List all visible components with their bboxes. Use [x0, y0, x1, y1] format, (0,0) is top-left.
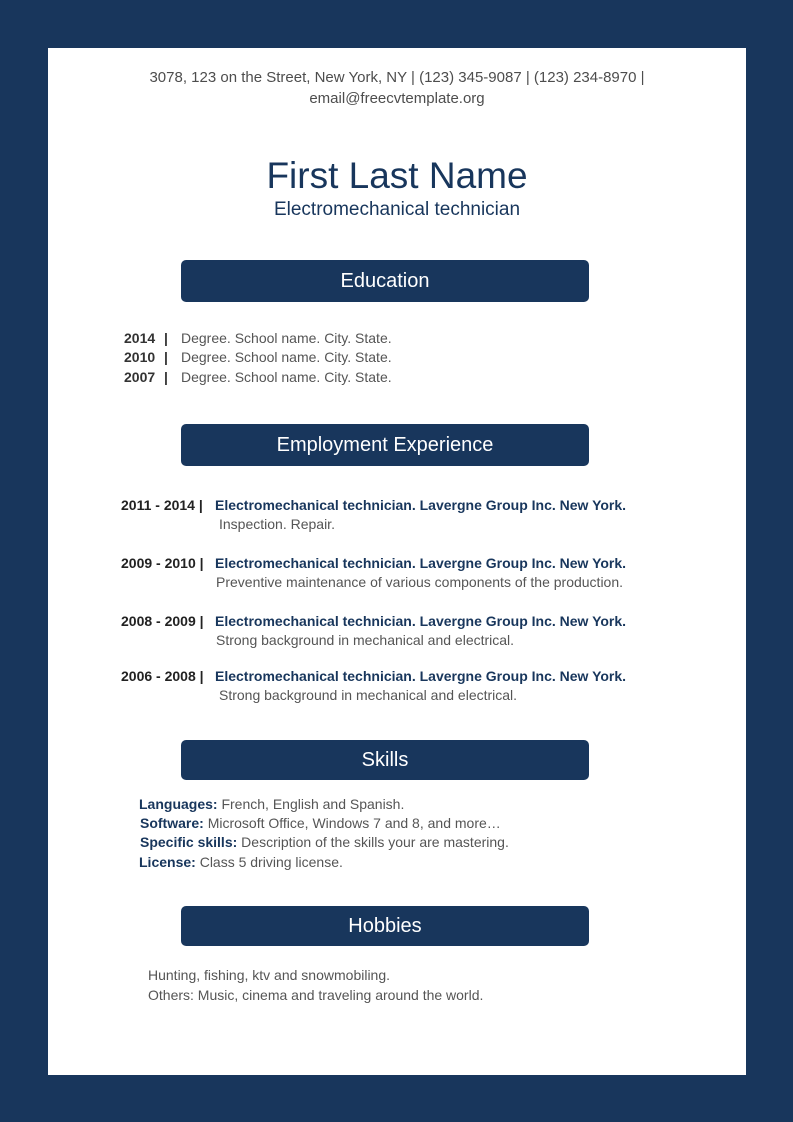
- skill-value: French, English and Spanish.: [221, 796, 405, 812]
- separator: |: [164, 330, 168, 346]
- contact-address-phones: 3078, 123 on the Street, New York, NY | (123) 345-9087 | (123) 234-8970 |: [149, 69, 645, 86]
- skill-value: Description of the skills your are mastering.: [241, 834, 509, 850]
- skill-item: [140, 833, 509, 852]
- employment-years: 2008 - 2009 |: [121, 613, 204, 629]
- employment-description: Strong background in mechanical and electrical.: [219, 687, 518, 703]
- employment-title: Electromechanical technician. Lavergne Group Inc. New York.: [215, 613, 627, 629]
- skill-label: Specific skills:: [140, 834, 238, 850]
- hobby-item: Others: Music, cinema and traveling around the world.: [148, 987, 484, 1003]
- employment-description: Strong background in mechanical and electrical.: [216, 632, 515, 648]
- separator: |: [164, 349, 168, 365]
- skill-value: Microsoft Office, Windows 7 and 8, and more…: [207, 815, 501, 831]
- skill-label: Languages:: [139, 796, 218, 812]
- skill-label: License:: [139, 854, 196, 870]
- hobby-item: Hunting, fishing, ktv and snowmobiling.: [148, 967, 391, 983]
- hobbies-heading: Hobbies: [181, 906, 589, 946]
- employment-description: Preventive maintenance of various components of the production.: [216, 574, 624, 590]
- resume-page: [48, 48, 746, 1075]
- candidate-job-title: Electromechanical technician: [273, 199, 521, 220]
- education-year: 2014: [124, 330, 156, 346]
- employment-years: 2009 - 2010 |: [121, 555, 204, 571]
- employment-years: 2006 - 2008 |: [121, 668, 204, 684]
- employment-title: Electromechanical technician. Lavergne Group Inc. New York.: [215, 555, 627, 571]
- education-heading: Education: [181, 260, 589, 302]
- skill-item: [140, 814, 501, 833]
- skill-label: Software:: [140, 815, 204, 831]
- contact-email: email@freecvtemplate.org: [309, 90, 485, 107]
- employment-title: Electromechanical technician. Lavergne Group Inc. New York.: [215, 497, 627, 513]
- separator: |: [164, 369, 168, 385]
- employment-title: Electromechanical technician. Lavergne Group Inc. New York.: [215, 668, 627, 684]
- skills-heading: Skills: [181, 740, 589, 780]
- education-degree: Degree. School name. City. State.: [181, 349, 392, 365]
- employment-years: 2011 - 2014 |: [121, 497, 203, 513]
- employment-description: Inspection. Repair.: [219, 516, 335, 532]
- contact-info: [48, 67, 746, 109]
- education-year: 2010: [124, 349, 156, 365]
- education-year: 2007: [124, 369, 156, 385]
- skill-item: [139, 795, 404, 814]
- skill-item: [139, 853, 343, 872]
- skill-value: Class 5 driving license.: [199, 854, 343, 870]
- candidate-name: First Last Name: [266, 155, 528, 196]
- employment-heading: Employment Experience: [181, 424, 589, 466]
- education-degree: Degree. School name. City. State.: [181, 369, 392, 385]
- education-degree: Degree. School name. City. State.: [181, 330, 392, 346]
